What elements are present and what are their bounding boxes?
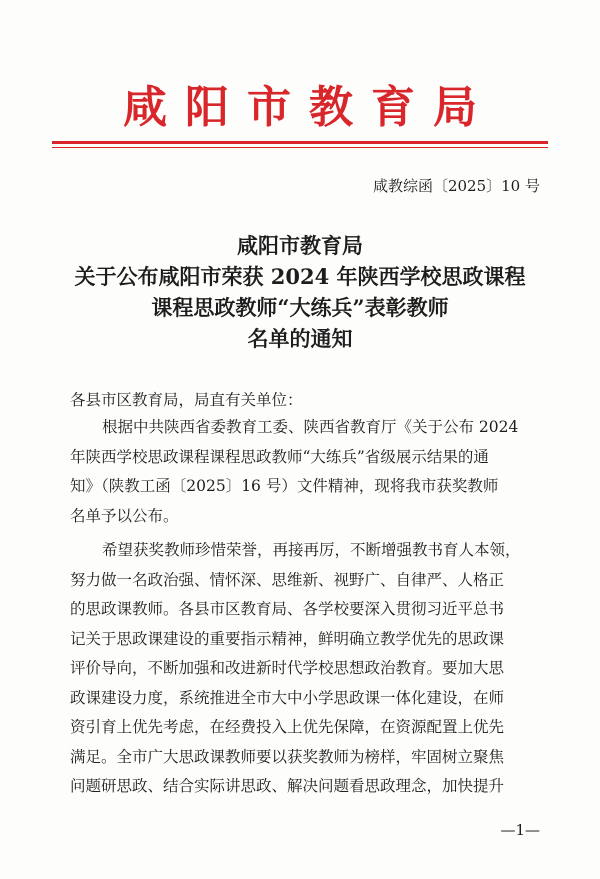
paragraph-1-line: 知》（陕教工函〔2025〕16 号）文件精神，现将我市获奖教师 bbox=[70, 477, 499, 495]
paragraph-2-line: 的思政课教师。各县市区教育局、各学校要深入贯彻习近平总书 bbox=[70, 600, 505, 618]
paragraph-1 bbox=[70, 413, 540, 531]
masthead-red-rule-thick bbox=[52, 141, 548, 144]
title-line-3: 课程思政教师“大练兵”表彰教师 bbox=[151, 295, 449, 320]
page-number: —1— bbox=[500, 821, 540, 839]
document-title bbox=[40, 230, 560, 354]
paragraph-2-line: 记关于思政课建设的重要指示精神，鲜明确立教学优先的思政课 bbox=[70, 629, 505, 648]
paragraph-2-line: 希望获奖教师珍惜荣誉，再接再厉，不断增强教书育人本领， bbox=[102, 541, 521, 559]
paragraph-2-line: 问题研思政、结合实际讲思政、解决问题看思政理念，加快提升 bbox=[70, 777, 505, 795]
salutation: 各县市区教育局，局直有关单位： bbox=[70, 391, 303, 409]
paragraph-1-line: 根据中共陕西省委教育工委、陕西省教育厅《关于公布 2024 bbox=[102, 418, 519, 436]
masthead-red-rule-thin bbox=[52, 147, 548, 148]
paragraph-2-line: 满足。全市广大思政课教师要以获奖教师为榜样，牢固树立聚焦 bbox=[70, 747, 505, 766]
paragraph-2-line: 努力做一名政治强、情怀深、思维新、视野广、自律严、人格正 bbox=[70, 570, 505, 589]
title-line-1: 咸阳市教育局 bbox=[237, 233, 363, 258]
masthead-agency-name: 咸阳市教育局 bbox=[123, 82, 495, 133]
document-number: 咸教综函〔2025〕10 号 bbox=[372, 177, 540, 195]
paragraph-2-line: 资引育上优先考虑，在经费投入上优先保障，在资源配置上优先 bbox=[70, 718, 505, 736]
paragraph-2-line: 评价导向，不断加强和改进新时代学校思想政治教育。要加大思 bbox=[70, 659, 505, 677]
paragraph-1-line: 名单予以公布。 bbox=[70, 506, 179, 525]
title-line-4: 名单的通知 bbox=[247, 326, 353, 351]
paragraph-1-line: 年陕西学校思政课程课程思政教师“大练兵”省级展示结果的通 bbox=[70, 447, 489, 466]
paragraph-2 bbox=[70, 536, 540, 802]
title-line-2: 关于公布咸阳市荣获 2024 年陕西学校思政课程 bbox=[74, 264, 526, 289]
paragraph-2-line: 政课建设力度，系统推进全市大中小学思政课一体化建设，在师 bbox=[70, 688, 505, 707]
